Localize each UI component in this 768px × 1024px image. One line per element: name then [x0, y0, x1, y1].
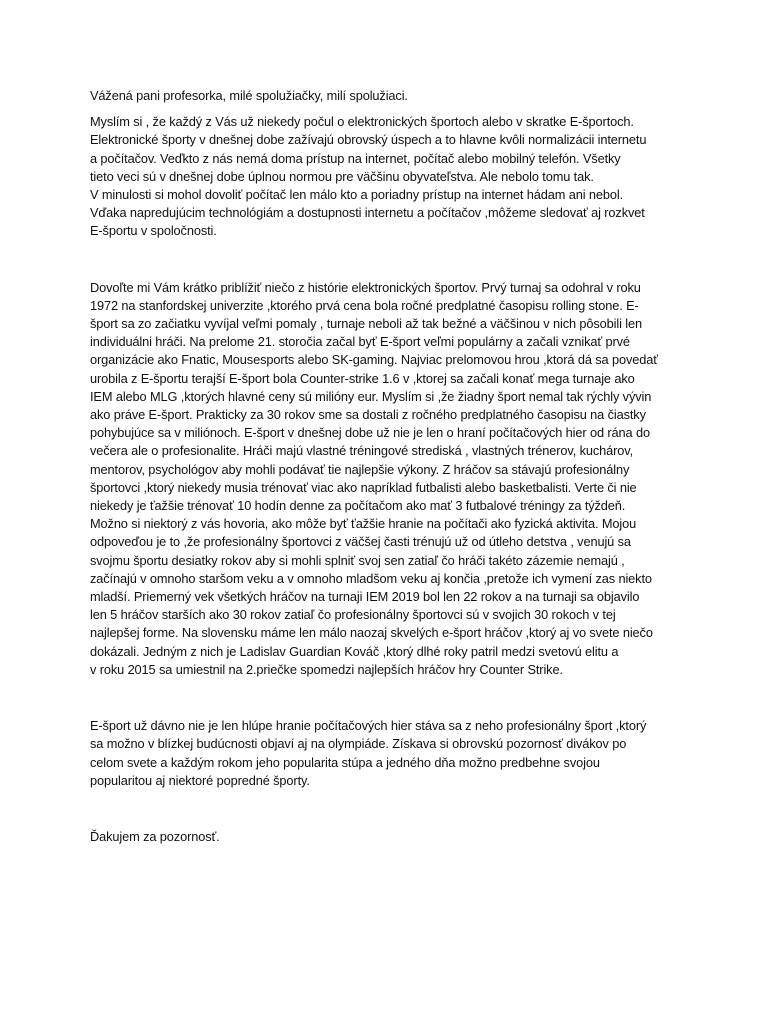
paragraph-line: v roku 2015 sa umiestnil na 2.priečke spomedzi najlepších hráčov hry Counter Strike. — [90, 661, 563, 677]
greeting: Vážená pani profesorka, milé spolužiačky, milí spolužiaci. — [90, 88, 408, 103]
paragraph-history — [90, 279, 682, 679]
paragraph-line: mladší. Priemerný vek všetkých hráčov na turnaji IEM 2019 bol len 22 rokov a na turnaji sa objavilo — [90, 589, 640, 605]
paragraph-line: IEM alebo MLG ,ktorých hlavné ceny sú milióny eur. Myslím si ,že žiadny šport nemal tak rýchly vývin — [90, 388, 652, 404]
paragraph-line: organizácie ako Fnatic, Mousesports alebo SK-gaming. Najviac prelomovou hrou ,ktorá dá sa povedať — [90, 352, 658, 368]
paragraph-line: dokázali. Jedným z nich je Ladislav Guardian Kováč ,ktorý dlhé roky patril medzi svetovú elitu a — [90, 643, 619, 659]
paragraph-conclusion — [90, 717, 682, 790]
paragraph-line: a počítačov. Veďkto z nás nemá doma prístup na internet, počítač alebo mobilný telefón. Všetky — [90, 150, 621, 166]
paragraph-line: tieto veci sú v dnešnej dobe úplnou normou pre väčšinu obyvateľstva. Ale nebolo tomu tak. — [90, 168, 594, 184]
paragraph-line: mentorov, psychológov aby mohli podávať tie najlepšie výkony. Z hráčov sa stávajú profesionálny — [90, 461, 630, 477]
paragraph-line: celom svete a každým rokom jeho popularita stúpa a jedného dňa možno predbehne svojou — [90, 754, 600, 770]
paragraph-line: Elektronické športy v dnešnej dobe zažívajú obrovský úspech a to hlavne kvôli normalizácii internetu — [90, 132, 647, 148]
paragraph-line: svojmu športu desiatky rokov aby si mohli splniť svoj sen zatiaľ čo hráči takéto zázemie nemajú , — [90, 552, 625, 568]
paragraph-line: individuálni hráči. Na prelome 21. storočia začal byť E-šport veľmi populárny a začali vznikať prvé — [90, 334, 630, 350]
paragraph-line: Myslím si , že každý z Vás už niekedy počul o elektronických športoch alebo v skratke E-športoch. — [90, 114, 634, 130]
paragraph-line: sa možno v blízkej budúcnosti objaví aj na olympiáde. Získava si obrovskú pozornosť divákov po — [90, 736, 627, 752]
paragraph-line: V minulosti si mohol dovoliť počítač len málo kto a poriadny prístup na internet hádam ani nebol. — [90, 187, 624, 203]
paragraph-line: športovci ,ktorý niekedy musia trénovať viac ako napríklad futbalisti alebo basketbalisti. Verte či nie — [90, 479, 637, 495]
closing-line: Ďakujem za pozornosť. — [90, 828, 220, 844]
paragraph-line: E-šport už dávno nie je len hlúpe hranie počítačových hier stáva sa z neho profesionálny šport ,ktorý — [90, 718, 647, 734]
paragraph-line: ako práve E-šport. Prakticky za 30 rokov sme sa dostali z ročného predplatného časopisu na čiastky — [90, 407, 646, 423]
paragraph-line: E-športu v spoločnosti. — [90, 223, 217, 239]
paragraph-line: len 5 hráčov starších ako 30 rokov zatiaľ čo profesionálny športovci sú v svojich 30 rokoch v tej — [90, 607, 616, 623]
paragraph-line: začínajú v omnoho staršom veku a v omnoho mladšom veku aj končia ,pretože ich vymení zas niekto — [90, 570, 652, 586]
paragraph-line: pohybujúce sa v miliónoch. E-šport v dnešnej dobe už nie je len o hraní počítačových hier od rána do — [90, 425, 650, 441]
paragraph-line: urobila z E-športu terajší E-šport bola Counter-strike 1.6 v ,ktorej sa začali konať mega turnaje ako — [90, 370, 635, 386]
paragraph-line: odpoveďou je to ,že profesionálny športovci z väčšej časti trénujú už od útleho detstva , venujú sa — [90, 534, 631, 550]
paragraph-line: Možno si niektorý z vás hovoria, ako môže byť ťažšie hranie na počítači ako fyzická aktivita. Mojou — [90, 516, 637, 532]
paragraph-intro — [90, 113, 682, 240]
paragraph-line: šport sa zo začiatku vyvíjal veľmi pomaly , turnaje neboli až tak bežné a väčšinou v nich pôsobili len — [90, 316, 642, 332]
paragraph-line: najlepšej forme. Na slovensku máme len málo naozaj skvelých e-šport hráčov ,ktorý aj vo svete niečo — [90, 625, 653, 641]
paragraph-line: niekedy je ťažšie trénovať 10 hodín denne za počítačom ako mať 3 futbalové tréningy za týždeň. — [90, 498, 626, 514]
paragraph-line: Vďaka napredujúcim technológiám a dostupnosti internetu a počítačov ,môžeme sledovať aj rozkvet — [90, 205, 645, 221]
paragraph-line: večera ale o profesionalite. Hráči majú vlastné tréningové strediská , vlastných trénerov, kuchárov, — [90, 443, 634, 459]
paragraph-line: popularitou aj niektoré popredné športy. — [90, 772, 310, 788]
paragraph-line: 1972 na stanfordskej univerzite ,ktorého prvá cena bola ročné predplatné časopisu rolling stone. E- — [90, 297, 639, 313]
paragraph-line: Dovoľte mi Vám krátko priblížiť niečo z histórie elektronických športov. Prvý turnaj sa odohral v roku — [90, 279, 641, 295]
